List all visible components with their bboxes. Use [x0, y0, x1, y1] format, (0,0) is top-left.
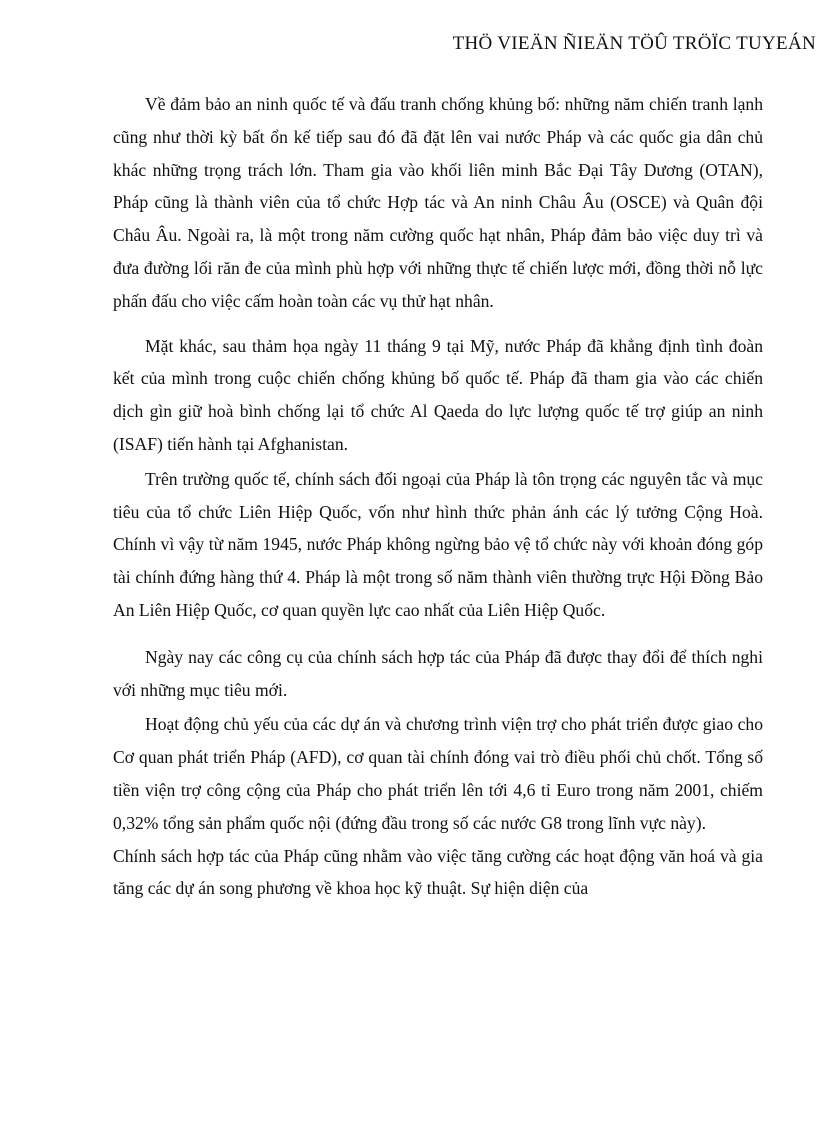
page-header: THÖ VIEÄN ÑIEÄN TÖÛ TRÖÏC TUYEÁN: [452, 33, 816, 54]
paragraph-terrorism: Mặt khác, sau thảm họa ngày 11 tháng 9 tại Mỹ, nước Pháp đã khẳng định tình đoàn kết của mình trong cuộc chiến chống khủng bố quốc tế. Pháp đã tham gia vào các chiến dịch gìn giữ hoà bình chống lại tổ chức Al Qaeda do lực lượng quốc tế trợ giúp an ninh (ISAF) tiến hành tại Afghanistan.: [113, 335, 763, 454]
paragraph-cultural-cooperation: Chính sách hợp tác của Pháp cũng nhằm vào việc tăng cường các hoạt động văn hoá và gia tăng các dự án song phương về khoa học kỹ thuật. Sự hiện diện của: [113, 845, 763, 899]
paragraph-united-nations: Trên trường quốc tế, chính sách đối ngoại của Pháp là tôn trọng các nguyên tắc và mục tiêu của tổ chức Liên Hiệp Quốc, vốn như hình thức phản ánh các lý tưởng Cộng Hoà. Chính vì vậy từ năm 1945, nước Pháp không ngừng bảo vệ tổ chức này với khoản đóng góp tài chính đứng hàng thứ 4. Pháp là một trong số năm thành viên thường trực Hội Đồng Bảo An Liên Hiệp Quốc, cơ quan quyền lực cao nhất của Liên Hiệp Quốc.: [113, 468, 763, 620]
paragraph-cooperation-tools: Ngày nay các công cụ của chính sách hợp tác của Pháp đã được thay đổi để thích nghi với những mục tiêu mới.: [113, 646, 763, 700]
paragraph-development-aid: Hoạt động chủ yếu của các dự án và chương trình viện trợ cho phát triển được giao cho Cơ quan phát triển Pháp (AFD), cơ quan tài chính đóng vai trò điều phối chủ chốt. Tổng số tiền viện trợ công cộng của Pháp cho phát triển lên tới 4,6 tỉ Euro trong năm 2001, chiếm 0,32% tổng sản phẩm quốc nội (đứng đầu trong số các nước G8 trong lĩnh vực này).: [113, 714, 763, 833]
paragraph-security: Về đảm bảo an ninh quốc tế và đấu tranh chống khủng bố: những năm chiến tranh lạnh cũng như thời kỳ bất ổn kế tiếp sau đó đã đặt lên vai nước Pháp và các quốc gia dân chủ khác những trọng trách lớn. Tham gia vào khối liên minh Bắc Đại Tây Dương (OTAN), Pháp cũng là thành viên của tổ chức Hợp tác và An ninh Châu Âu (OSCE) và Quân đội Châu Âu. Ngoài ra, là một trong năm cường quốc hạt nhân, Pháp đảm bảo việc duy trì và đưa đường lối răn đe của mình phù hợp với những thực tế chiến lược mới, đồng thời nỗ lực phấn đấu cho việc cấm hoàn toàn các vụ thử hạt nhân.: [113, 94, 763, 311]
document-body: [113, 88, 763, 905]
